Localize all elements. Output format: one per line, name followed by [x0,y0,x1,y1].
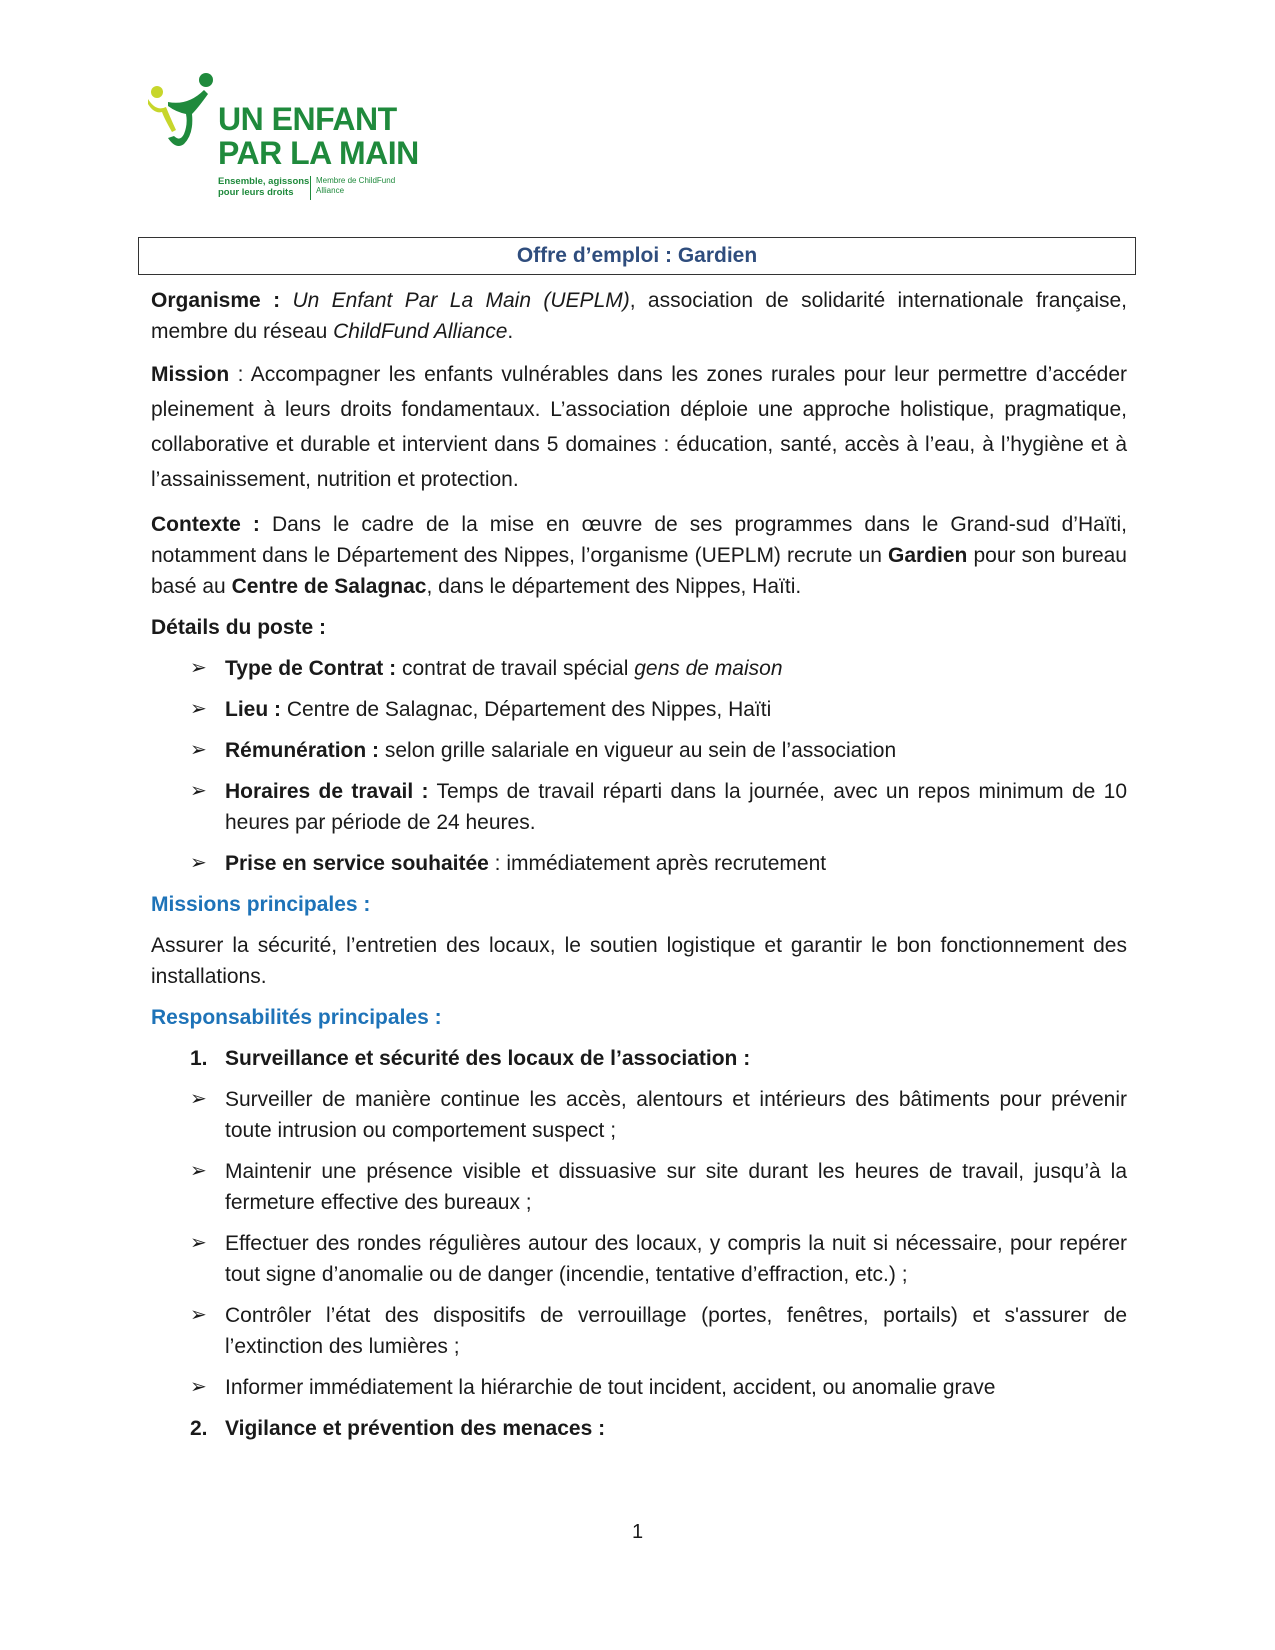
page-number: 1 [631,1521,644,1543]
arrow-bullet-icon: ➢ [190,1304,207,1326]
list-item [190,735,1127,766]
responsabilite-text: Effectuer des rondes régulières autour des locaux, y compris la nuit si nécessaire, pour repérer tout signe d’anomalie ou de danger (incendie, tentative d’effraction, etc.) ; [225,1232,1127,1286]
detail-label: Horaires de travail : [225,780,429,803]
mission-text: : Accompagner les enfants vulnérables dans les zones rurales pour leur permettre d’accéder pleinement à leurs droits fondamentaux. L’association déploie une approche holistique, pragmatique, collaborative et durable et intervient dans 5 domaines : éducation, santé, accès à l’eau, à l’hygiène et à l’assainissement, nutrition et protection. [151,363,1127,491]
arrow-bullet-icon: ➢ [190,1160,207,1182]
arrow-bullet-icon: ➢ [190,1376,207,1398]
responsabilites-list [151,1084,1127,1403]
section-number: 1. [190,1047,208,1070]
organisme-text-2: . [507,320,514,343]
arrow-bullet-icon: ➢ [190,698,207,720]
job-title-box [138,237,1136,275]
list-item [190,1372,1127,1403]
logo-line-1: UN ENFANT [218,101,397,137]
detail-text: Temps de travail réparti dans la journée, avec un repos minimum de 10 heures par période de 24 heures. [225,780,1127,834]
detail-label: Rémunération : [225,739,380,762]
logo-wordmark [218,102,419,170]
detail-text: Centre de Salagnac, Département des Nippes, Haïti [281,698,772,721]
organisme-paragraph [151,285,1127,347]
contexte-paragraph [151,509,1127,602]
section-heading [190,1043,1127,1074]
responsabilite-text: Informer immédiatement la hiérarchie de tout incident, accident, ou anomalie grave [225,1376,996,1399]
document-body [151,285,1127,1444]
responsabilites-section-2 [151,1413,1127,1444]
logo-line-2: PAR LA MAIN [218,135,419,171]
detail-text: : immédiatement après recrutement [488,852,827,875]
detail-text: selon grille salariale en vigueur au sein de l’association [379,739,897,762]
list-item [190,653,1127,684]
details-heading: Détails du poste : [151,616,327,639]
section-title: Vigilance et prévention des menaces : [225,1417,606,1440]
arrow-bullet-icon: ➢ [190,852,207,874]
list-item [190,1156,1127,1218]
contexte-text-1: Dans le cadre de la mise en œuvre de ses programmes dans le Grand-sud d’Haïti, notamment dans le Département des Nippes, l’organisme (UEPLM) recrute un [151,513,1127,567]
responsabilite-text: Contrôler l’état des dispositifs de verrouillage (portes, fenêtres, portails) et s'assurer de l’extinction des lumières ; [225,1304,1127,1358]
list-item [190,1300,1127,1362]
arrow-bullet-icon: ➢ [190,1232,207,1254]
list-item [190,694,1127,725]
contexte-role: Gardien [888,544,968,567]
contexte-text-2: pour son bureau basé au [151,544,1127,598]
organisme-name: Un Enfant Par La Main (UEPLM) [292,289,630,312]
arrow-bullet-icon: ➢ [190,657,207,679]
list-item [190,848,1127,879]
list-item [190,1084,1127,1146]
job-title: Offre d’emploi : Gardien [516,244,758,267]
arrow-bullet-icon: ➢ [190,1088,207,1110]
organisme-text-1: , association de solidarité internationale française, membre du réseau [151,289,1127,343]
mission-label: Mission [151,363,230,386]
detail-text: contrat de travail spécial [396,657,635,680]
logo-separator [310,176,311,200]
missions-paragraph: Assurer la sécurité, l’entretien des locaux, le soutien logistique et garantir le bon fonctionnement des installations. [151,934,1127,988]
section-title: Surveillance et sécurité des locaux de l’association : [225,1047,751,1070]
organization-logo [148,72,419,202]
detail-label: Type de Contrat : [225,657,397,680]
logo-tagline: Ensemble, agissons pour leurs droits [218,176,310,198]
details-list [151,653,1127,879]
logo-figure-icon [148,72,218,152]
contexte-text-3: , dans le département des Nippes, Haïti. [426,575,802,598]
section-number: 2. [190,1417,208,1440]
responsabilite-text: Surveiller de manière continue les accès, alentours et intérieurs des bâtiments pour prévenir toute intrusion ou comportement suspect ; [225,1088,1127,1142]
logo-member-text: Membre de ChildFund Alliance [316,176,396,195]
mission-paragraph [151,357,1127,497]
detail-label: Lieu : [225,698,281,721]
detail-label: Prise en service souhaitée [225,852,489,875]
organisme-network: ChildFund Alliance [333,320,508,343]
section-heading [190,1413,1127,1444]
detail-italic: gens de maison [634,657,783,680]
list-item [190,776,1127,838]
responsabilite-text: Maintenir une présence visible et dissuasive sur site durant les heures de travail, jusqu’à la fermeture effective des bureaux ; [225,1160,1127,1214]
missions-heading: Missions principales : [151,893,371,916]
arrow-bullet-icon: ➢ [190,780,207,802]
organisme-label: Organisme : [151,289,281,312]
responsabilites-heading: Responsabilités principales : [151,1006,442,1029]
contexte-label: Contexte : [151,513,260,536]
list-item [190,1228,1127,1290]
responsabilites-section-1 [151,1043,1127,1074]
contexte-place: Centre de Salagnac [231,575,427,598]
arrow-bullet-icon: ➢ [190,739,207,761]
